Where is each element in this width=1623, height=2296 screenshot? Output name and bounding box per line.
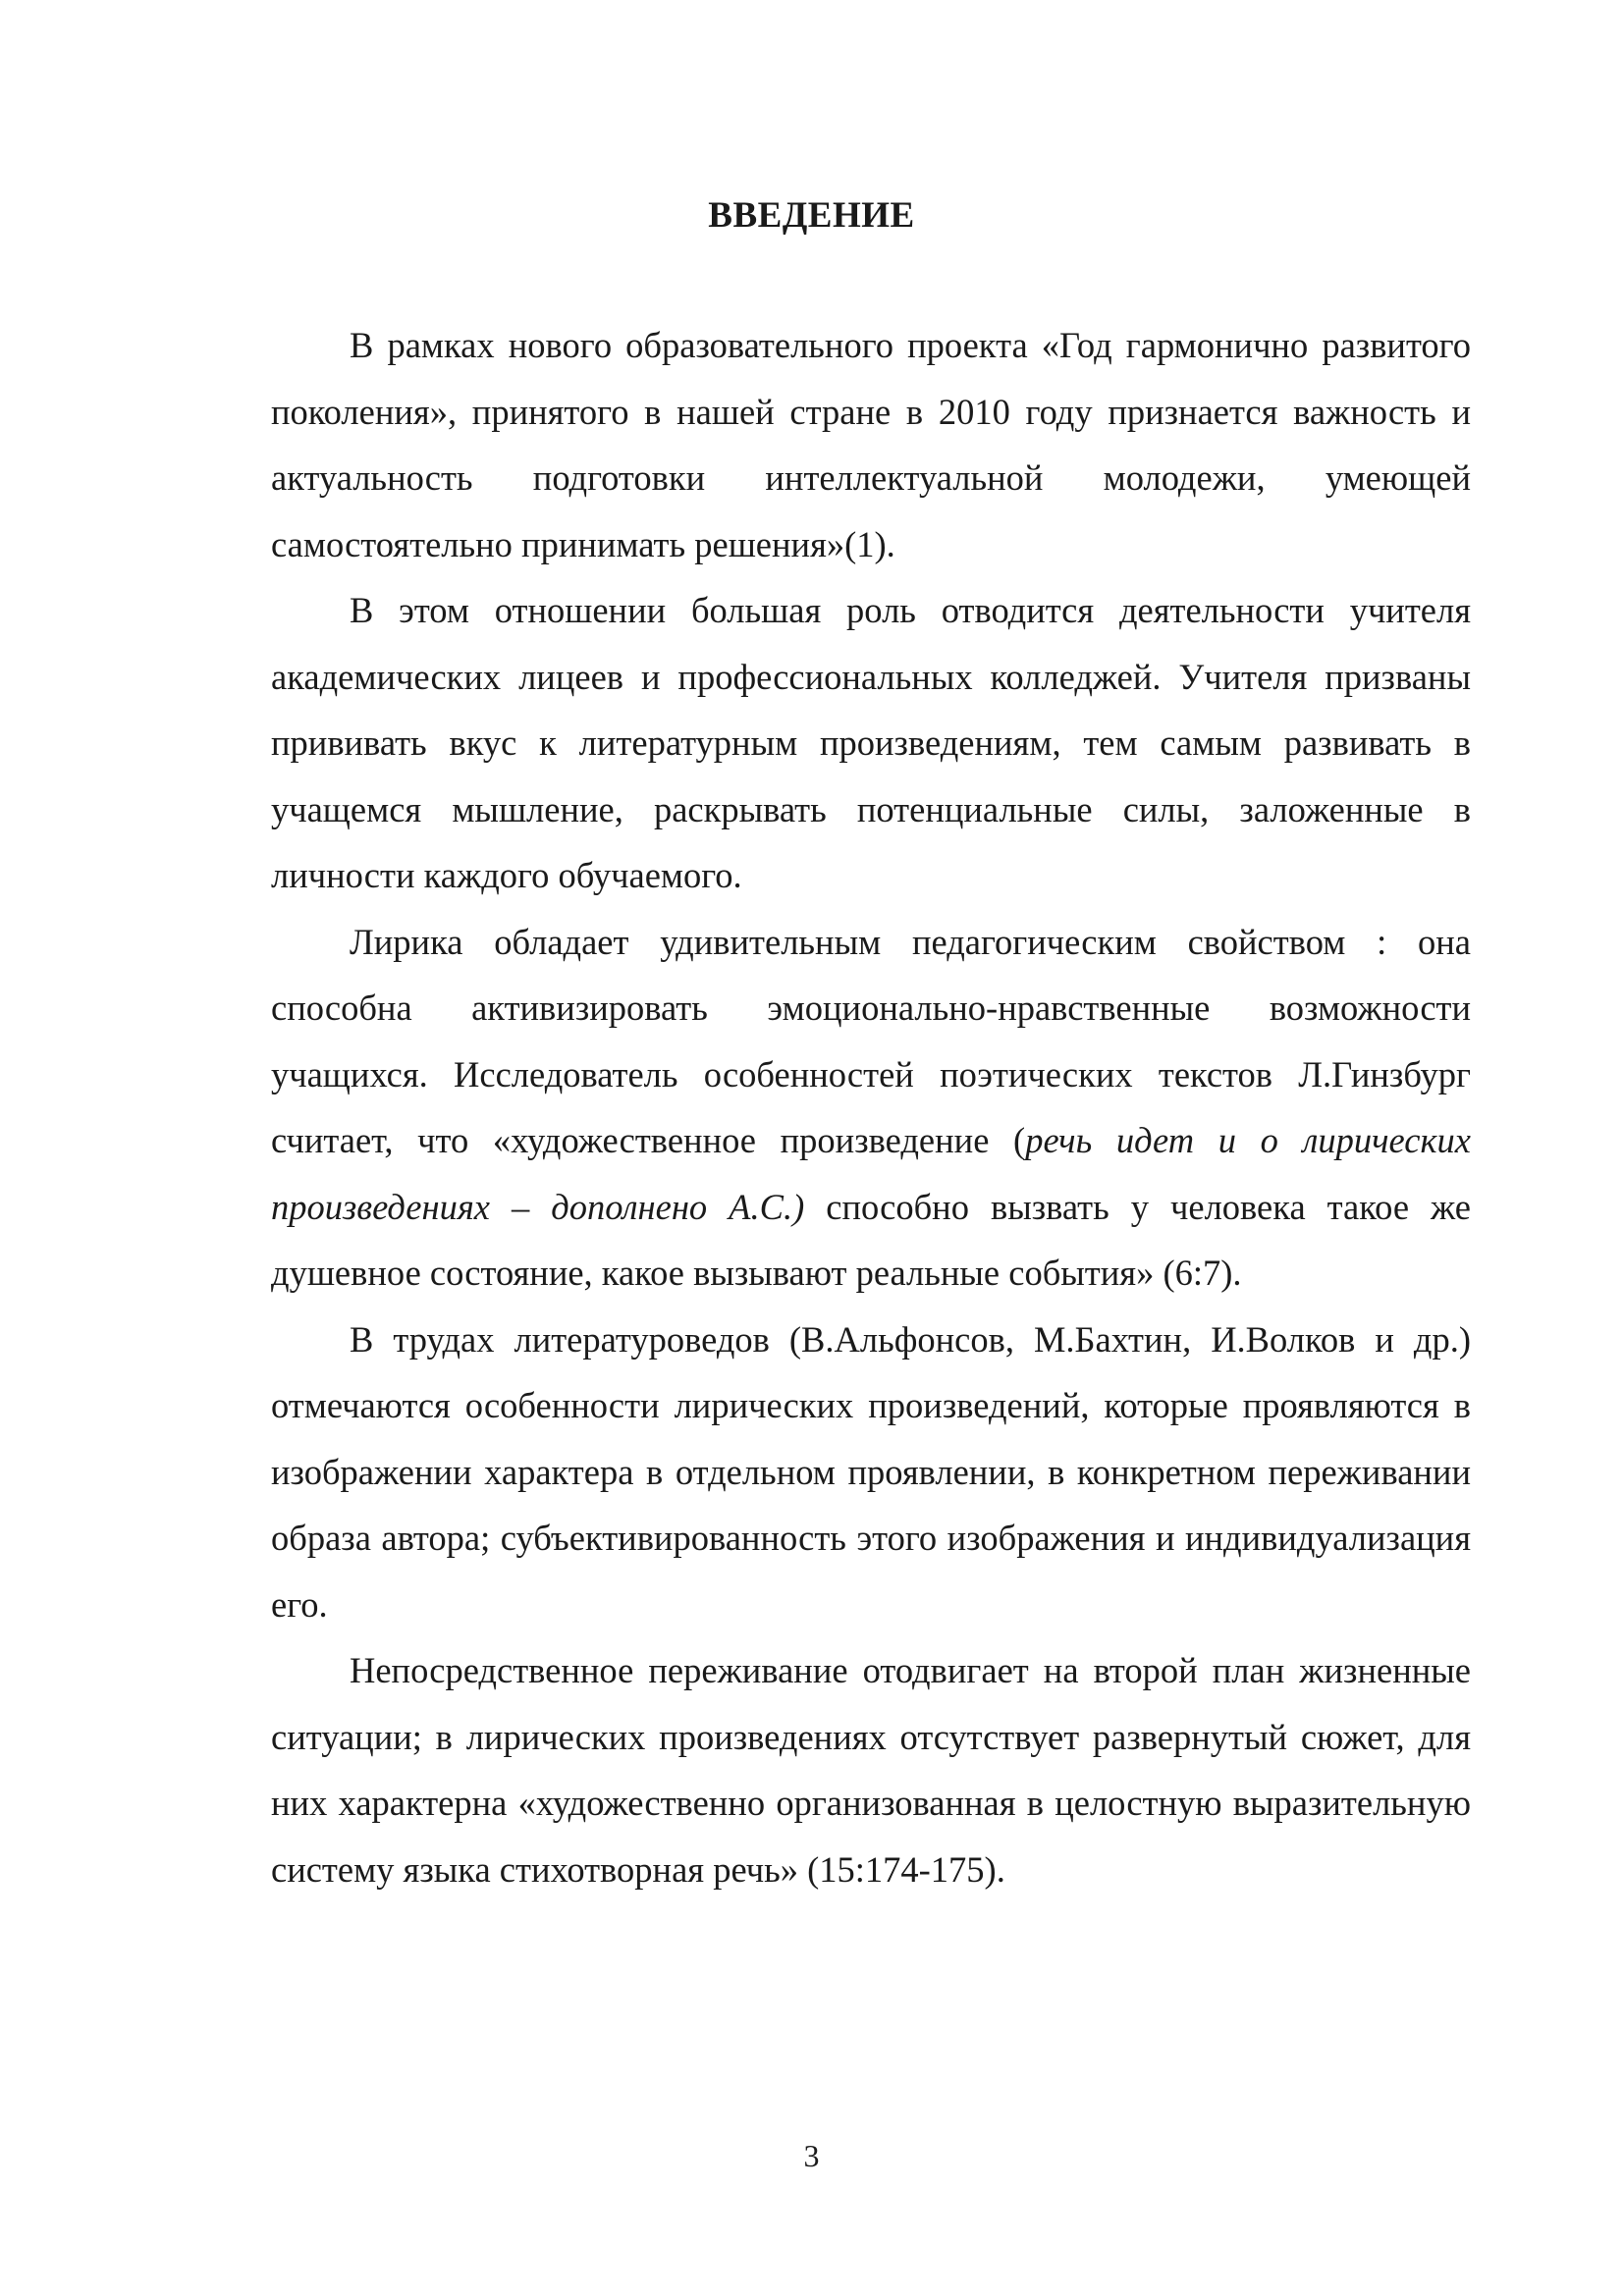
body-text	[271, 312, 1471, 1902]
page-heading: ВВЕДЕНИЕ	[708, 195, 915, 236]
paragraph-3-text-start: Лирика обладает удивительным педагогическим свойством : она способна активизировать эмоционально-нравственные возможности учащихся. Исследователь особенностей поэтических текстов Л.Гинзбург считает, что «художественное произведение (	[271, 921, 1471, 1160]
page-number: 3	[803, 2138, 820, 2173]
paragraph-3-text-end: способно вызвать у человека такое же душевное состояние, какое вызывают реальные события» (6:7).	[271, 1186, 1471, 1293]
paragraph-1: В рамках нового образовательного проекта «Год гармонично развитого поколения», принятого в нашей стране в 2010 году признается важность и актуальность подготовки интеллектуальной молодежи, умеющей самостоятельно принимать решения»(1).	[271, 325, 1471, 564]
paragraph-3	[271, 909, 1471, 1307]
paragraph-4: В трудах литературоведов (В.Альфонсов, М.Бахтин, И.Волков и др.) отмечаются особенности лирических произведений, которые проявляются в изображении характера в отдельном проявлении, в конкретном переживании образа автора; субъективированность этого изображения и индивидуализация его.	[271, 1318, 1471, 1625]
paragraph-3-italic-insert: речь идет и о лирических произведениях – дополнено А.С.)	[271, 1120, 1471, 1227]
paragraph-2: В этом отношении большая роль отводится деятельности учителя академических лицеев и профессиональных колледжей. Учителя призваны прививать вкус к литературным произведениям, тем самым развивать в учащемся мышление, раскрывать потенциальные силы, заложенные в личности каждого обучаемого.	[271, 590, 1471, 895]
paragraph-5: Непосредственное переживание отодвигает на второй план жизненные ситуации; в лирических произведениях отсутствует развернутый сюжет, для них характерна «художественно организованная в целостную выразительную систему языка стихотворная речь» (15:174-175).	[271, 1650, 1471, 1890]
